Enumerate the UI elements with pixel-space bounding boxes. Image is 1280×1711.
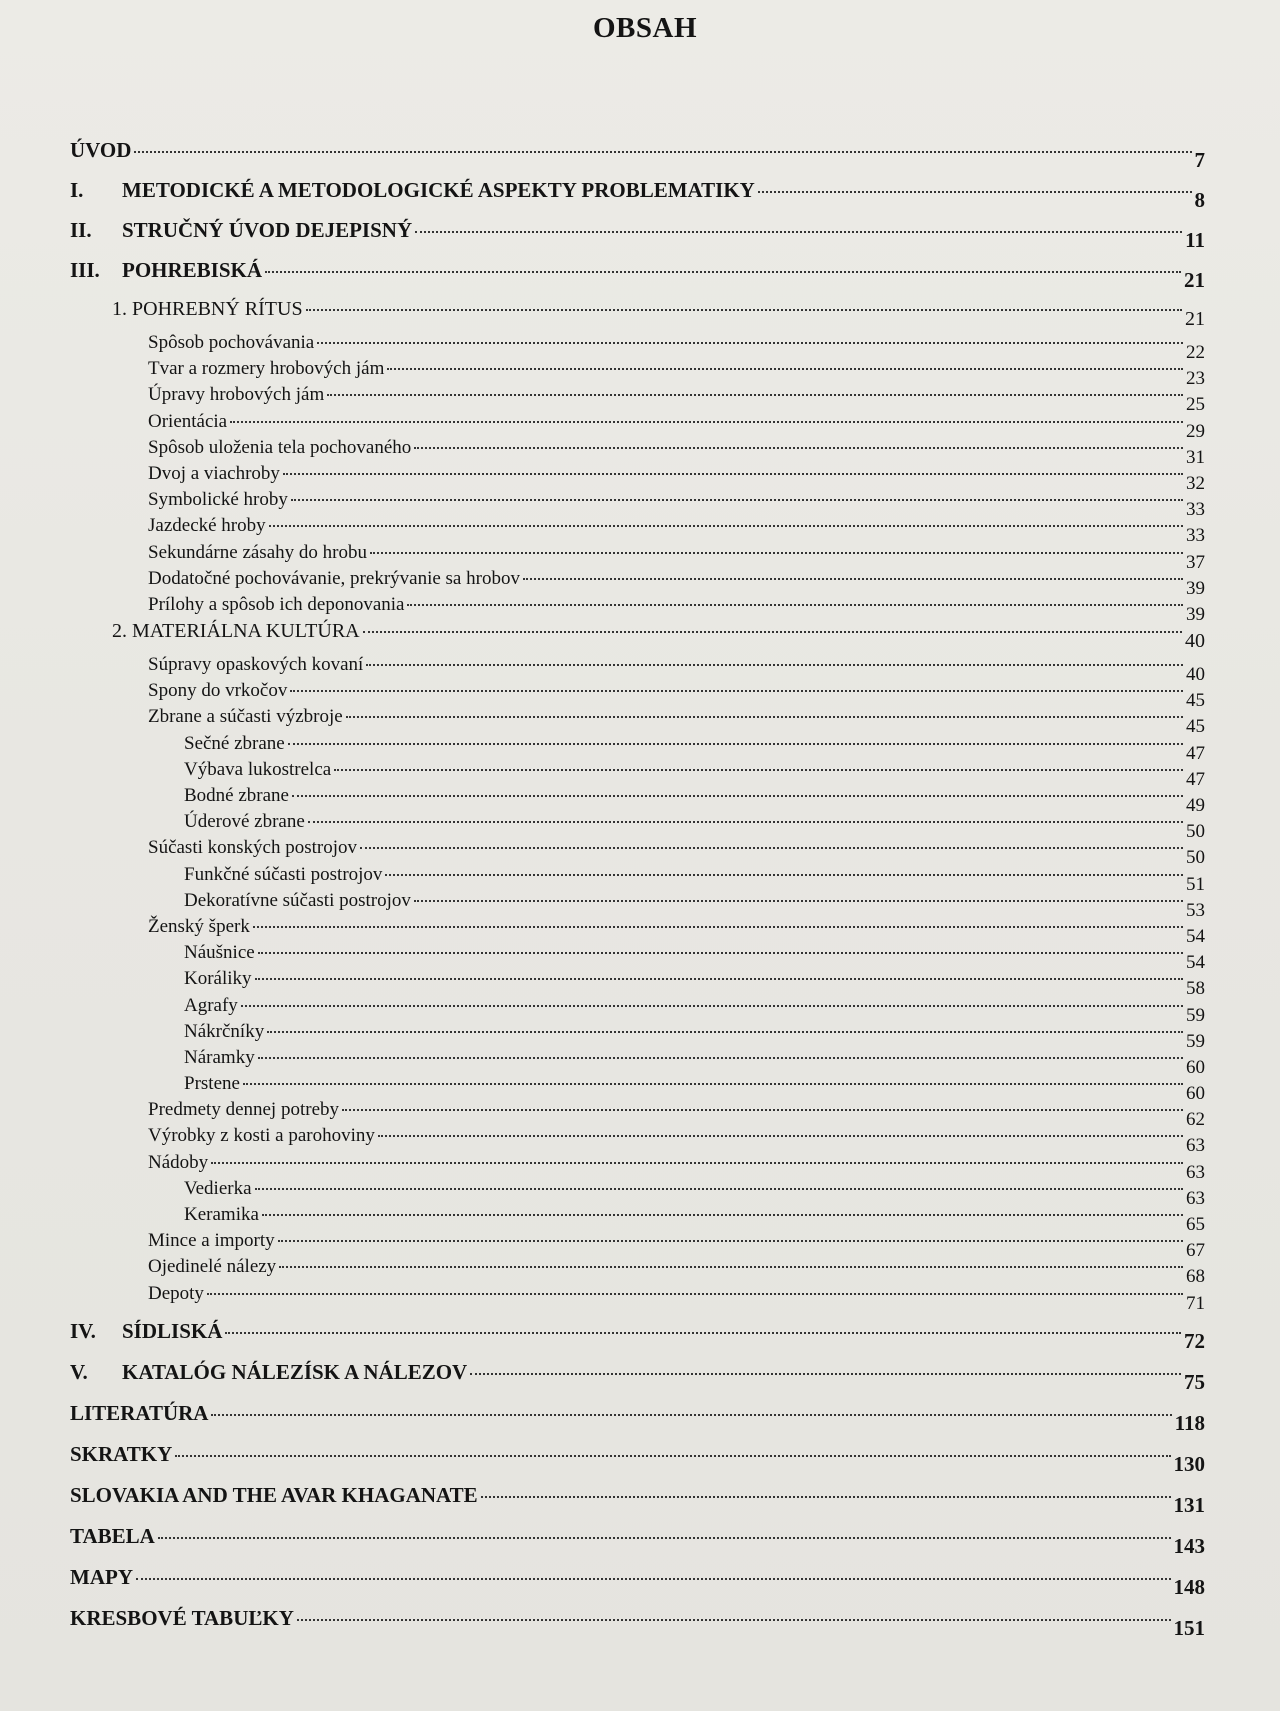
toc-page-number: 29 [1186,420,1205,442]
toc-page-number: 21 [1185,308,1205,330]
toc-subentry-label: Koráliky [184,968,252,990]
toc-subentry-label: Ženský šperk [148,915,250,937]
toc-subentry[interactable] [70,680,1205,712]
toc-page-number: 151 [1173,1615,1205,1640]
toc-subentry[interactable] [70,410,1205,442]
toc-page-number: 33 [1186,525,1205,547]
toc-page-number: 118 [1174,1410,1205,1435]
toc-subentry-label: Nádoby [148,1151,209,1173]
chapter-number: I. [70,178,84,202]
table-of-contents [70,138,1205,1647]
leader-dots [255,1188,1183,1190]
toc-page-number: 50 [1186,847,1205,869]
toc-subentry[interactable] [70,620,1205,654]
leader-dots [207,1293,1183,1295]
toc-page-number: 59 [1186,1004,1205,1026]
leader-dots [243,1083,1183,1085]
toc-page-number: 54 [1186,952,1205,974]
leader-dots [291,499,1183,501]
leader-dots [334,769,1183,771]
toc-page-number: 39 [1186,603,1205,625]
toc-subentry-label: Mince a importy [148,1230,275,1252]
toc-subentry-label: Prstene [184,1073,240,1095]
toc-page-number: 54 [1186,925,1205,947]
leader-dots [308,821,1183,823]
leader-dots [278,1240,1183,1242]
toc-page-number: 58 [1186,978,1205,1000]
leader-dots [481,1496,1171,1498]
toc-subentry[interactable] [70,1282,1205,1314]
toc-page-number: 47 [1186,768,1205,790]
toc-subentry[interactable] [70,489,1205,521]
toc-subentry-label: Orientácia [148,410,228,432]
leader-dots [415,231,1182,233]
toc-page-number: 49 [1186,795,1205,816]
chapter-title: SÍDLISKÁ [122,1318,223,1343]
toc-subentry-label: 1. POHREBNÝ RÍTUS [112,298,303,320]
leader-dots [363,631,1182,633]
chapter-number: III. [70,258,100,282]
toc-subentry[interactable] [70,1020,1205,1052]
toc-entry-label: TABELA [70,1523,155,1548]
leader-dots [758,191,1192,193]
toc-page-number: 40 [1185,630,1205,653]
leader-dots [414,900,1183,902]
pohrebiska-subentries [70,298,1205,1314]
leader-dots [414,447,1183,449]
chapter-number: II. [70,218,92,242]
toc-subentry-label: Súpravy opaskových kovaní [148,654,364,676]
toc-page-number: 63 [1186,1135,1205,1157]
toc-subentry[interactable] [70,942,1205,974]
toc-subentry[interactable] [70,1099,1205,1131]
toc-page-number: 47 [1186,742,1205,764]
leader-dots [258,952,1183,954]
leader-dots [211,1414,1171,1416]
toc-subentry-label: Spony do vrkočov [148,680,288,702]
toc-subentry[interactable] [70,1256,1205,1288]
toc-subentry-label: Ojedinelé nálezy [148,1256,277,1278]
leader-dots [265,271,1181,273]
leader-dots [262,1214,1183,1216]
leader-dots [230,421,1183,423]
toc-entry-skratky[interactable] [70,1442,1205,1483]
toc-entry-label: ÚVOD [70,138,132,162]
leader-dots [258,1057,1183,1059]
leader-dots [158,1537,1171,1539]
leader-dots [360,847,1183,849]
toc-subentry[interactable] [70,298,1205,332]
toc-subentry-label: Spôsob pochovávania [148,332,315,353]
leader-dots [288,743,1183,745]
toc-subentry[interactable] [70,1177,1205,1209]
toc-entry-label: MAPY [70,1564,133,1589]
toc-page-number: 60 [1186,1056,1205,1078]
page-title: OBSAH [592,12,698,44]
toc-page-number: 45 [1186,690,1205,712]
toc-page-number: 63 [1186,1161,1205,1183]
toc-subentry[interactable] [70,706,1205,738]
toc-page-number: 130 [1173,1451,1205,1476]
toc-subentry-label: Sekundárne zásahy do hrobu [148,541,367,563]
leader-dots [306,309,1182,311]
toc-subentry[interactable] [70,732,1205,764]
leader-dots [279,1266,1183,1268]
toc-entry-label [70,258,262,283]
toc-subentry[interactable] [70,1230,1205,1262]
leader-dots [290,690,1183,692]
toc-subentry[interactable] [70,332,1205,363]
toc-entry-label: SLOVAKIA AND THE AVAR KHAGANATE [70,1482,478,1507]
toc-subentry-label: Sečné zbrane [184,732,285,754]
leader-dots [470,1373,1181,1375]
leader-dots [366,664,1183,666]
toc-entry-uvod[interactable] [70,138,1205,178]
leader-dots [225,1332,1181,1334]
toc-subentry-label: Náušnice [184,942,255,964]
toc-subentry[interactable] [70,1151,1205,1183]
leader-dots [292,795,1183,797]
toc-entry-mapy[interactable] [70,1565,1205,1606]
toc-subentry-label: Úpravy hrobových jám [148,384,325,406]
toc-subentry-label: Výbava lukostrelca [184,758,332,780]
toc-subentry-label: Agrafy [184,994,238,1016]
toc-entry-english-summary[interactable] [70,1483,1205,1524]
leader-dots [211,1162,1183,1164]
toc-entry-chapter-1[interactable] [70,178,1205,218]
toc-subentry-label: Súčasti konských postrojov [148,837,357,859]
toc-subentry-label: Depoty [148,1282,204,1304]
toc-page-number: 148 [1173,1574,1205,1599]
toc-subentry-label: Funkčné súčasti postrojov [184,863,383,885]
toc-page-number: 50 [1186,821,1205,843]
toc-entry-chapter-3[interactable] [70,258,1205,298]
leader-dots [317,342,1183,344]
toc-entry-chapter-2[interactable] [70,218,1205,258]
leader-dots [267,1031,1183,1033]
leader-dots [342,1109,1183,1111]
toc-page-number: 53 [1186,899,1205,921]
chapter-title: METODICKÉ A METODOLOGICKÉ ASPEKTY PROBLEMATIKY [122,178,755,202]
leader-dots [136,1578,1171,1580]
toc-subentry[interactable] [70,1073,1205,1105]
toc-subentry[interactable] [70,515,1205,547]
toc-subentry-label: Dekoratívne súčasti postrojov [184,889,411,911]
toc-subentry[interactable] [70,1204,1205,1235]
toc-page-number: 65 [1186,1214,1205,1235]
leader-dots [523,578,1183,580]
leader-dots [175,1455,1170,1457]
toc-subentry-label: Keramika [184,1204,259,1225]
chapter-title: KATALÓG NÁLEZÍSK A NÁLEZOV [122,1359,468,1384]
toc-subentry-label: Bodné zbrane [184,785,289,806]
toc-subentry[interactable] [70,811,1205,843]
toc-entry-label: LITERATÚRA [70,1400,209,1425]
toc-page-number: 45 [1186,716,1205,738]
toc-subentry[interactable] [70,889,1205,921]
toc-subentry-label: Výrobky z kosti a parohoviny [148,1125,375,1147]
toc-page-number: 68 [1186,1266,1205,1288]
toc-page-number: 62 [1186,1109,1205,1131]
toc-subentry-label: Jazdecké hroby [148,515,266,537]
toc-subentry[interactable] [70,994,1205,1026]
toc-page-number: 60 [1186,1083,1205,1105]
toc-subentry[interactable] [70,915,1205,947]
toc-subentry[interactable] [70,462,1205,494]
toc-page-number: 71 [1186,1292,1205,1314]
toc-page-number: 32 [1186,472,1205,494]
toc-page-number: 22 [1186,342,1205,363]
chapter-title: STRUČNÝ ÚVOD DEJEPISNÝ [122,218,413,242]
leader-dots [370,552,1183,554]
leader-dots [346,716,1183,718]
leader-dots [407,604,1183,606]
toc-subentry[interactable] [70,785,1205,816]
toc-subentry-label: Úderové zbrane [184,811,305,833]
toc-subentry[interactable] [70,358,1205,390]
toc-entry-chapter-5[interactable] [70,1360,1205,1401]
toc-entry-literatura[interactable] [70,1401,1205,1442]
toc-page-number: 51 [1186,873,1205,895]
toc-page-number: 131 [1173,1492,1205,1517]
leader-dots [378,1135,1183,1137]
leader-dots [387,368,1183,370]
leader-dots [255,978,1183,980]
toc-subentry-label: Nákrčníky [184,1020,265,1042]
toc-page-number: 7 [1194,148,1205,172]
toc-entry-chapter-4[interactable] [70,1319,1205,1360]
leader-dots [283,473,1183,475]
toc-page-number: 39 [1186,577,1205,599]
leader-dots [241,1005,1183,1007]
toc-page-number: 23 [1186,368,1205,390]
toc-subentry-label: Spôsob uloženia tela pochovaného [148,436,412,458]
toc-subentry-label: Vedierka [184,1177,252,1199]
toc-page-number: 143 [1173,1533,1205,1558]
toc-page-number: 59 [1186,1030,1205,1052]
toc-subentry[interactable] [70,1125,1205,1157]
toc-entry-label [70,218,412,243]
toc-subentry[interactable] [70,567,1205,599]
toc-subentry[interactable] [70,654,1205,686]
chapter-number: IV. [70,1318,96,1343]
leader-dots [297,1619,1171,1621]
toc-entry-kresbove-tabulky[interactable] [70,1606,1205,1647]
toc-page-number: 63 [1186,1187,1205,1209]
toc-subentry-label: Predmety dennej potreby [148,1099,340,1121]
toc-subentry[interactable] [70,1046,1205,1078]
leader-dots [385,874,1183,876]
toc-subentry[interactable] [70,436,1205,468]
toc-subentry[interactable] [70,384,1205,416]
toc-entry-tabela[interactable] [70,1524,1205,1565]
toc-subentry-label: Dodatočné pochovávanie, prekrývanie sa hrobov [148,567,520,589]
toc-subentry-label: 2. MATERIÁLNA KULTÚRA [112,620,360,643]
leader-dots [134,151,1191,153]
leader-dots [253,926,1183,928]
leader-dots [327,394,1183,396]
toc-page-number: 37 [1186,551,1205,573]
leader-dots [269,525,1183,527]
toc-page-number: 25 [1186,394,1205,416]
toc-subentry-label: Symbolické hroby [148,489,288,511]
toc-page-number: 75 [1184,1369,1205,1394]
toc-page-number: 21 [1184,268,1205,292]
toc-subentry[interactable] [70,541,1205,573]
toc-subentry[interactable] [70,837,1205,869]
toc-entry-label [70,178,755,203]
toc-subentry-label: Náramky [184,1046,255,1068]
closing-sections [70,1319,1205,1647]
toc-page-number: 33 [1186,499,1205,521]
toc-subentry-label: Zbrane a súčasti výzbroje [148,706,343,728]
toc-subentry[interactable] [70,593,1205,625]
toc-page-number: 67 [1186,1240,1205,1262]
toc-page-number: 8 [1194,188,1205,212]
toc-subentry-label: Prílohy a spôsob ich deponovania [148,593,405,615]
toc-page-number: 72 [1184,1328,1205,1353]
toc-entry-label: KRESBOVÉ TABUĽKY [70,1605,294,1630]
toc-entry-label [70,1360,467,1385]
toc-subentry-label: Tvar a rozmery hrobových jám [148,358,385,380]
toc-subentry[interactable] [70,758,1205,790]
chapter-number: V. [70,1359,88,1384]
toc-page-number: 40 [1186,664,1205,686]
chapter-title: POHREBISKÁ [122,258,263,282]
toc-subentry-label: Dvoj a viachroby [148,462,280,484]
toc-subentry[interactable] [70,968,1205,1000]
toc-subentry[interactable] [70,863,1205,895]
toc-page-number: 31 [1186,446,1205,468]
toc-entry-label: SKRATKY [70,1441,173,1466]
toc-page-number: 11 [1185,228,1205,252]
toc-entry-label [70,1319,222,1344]
